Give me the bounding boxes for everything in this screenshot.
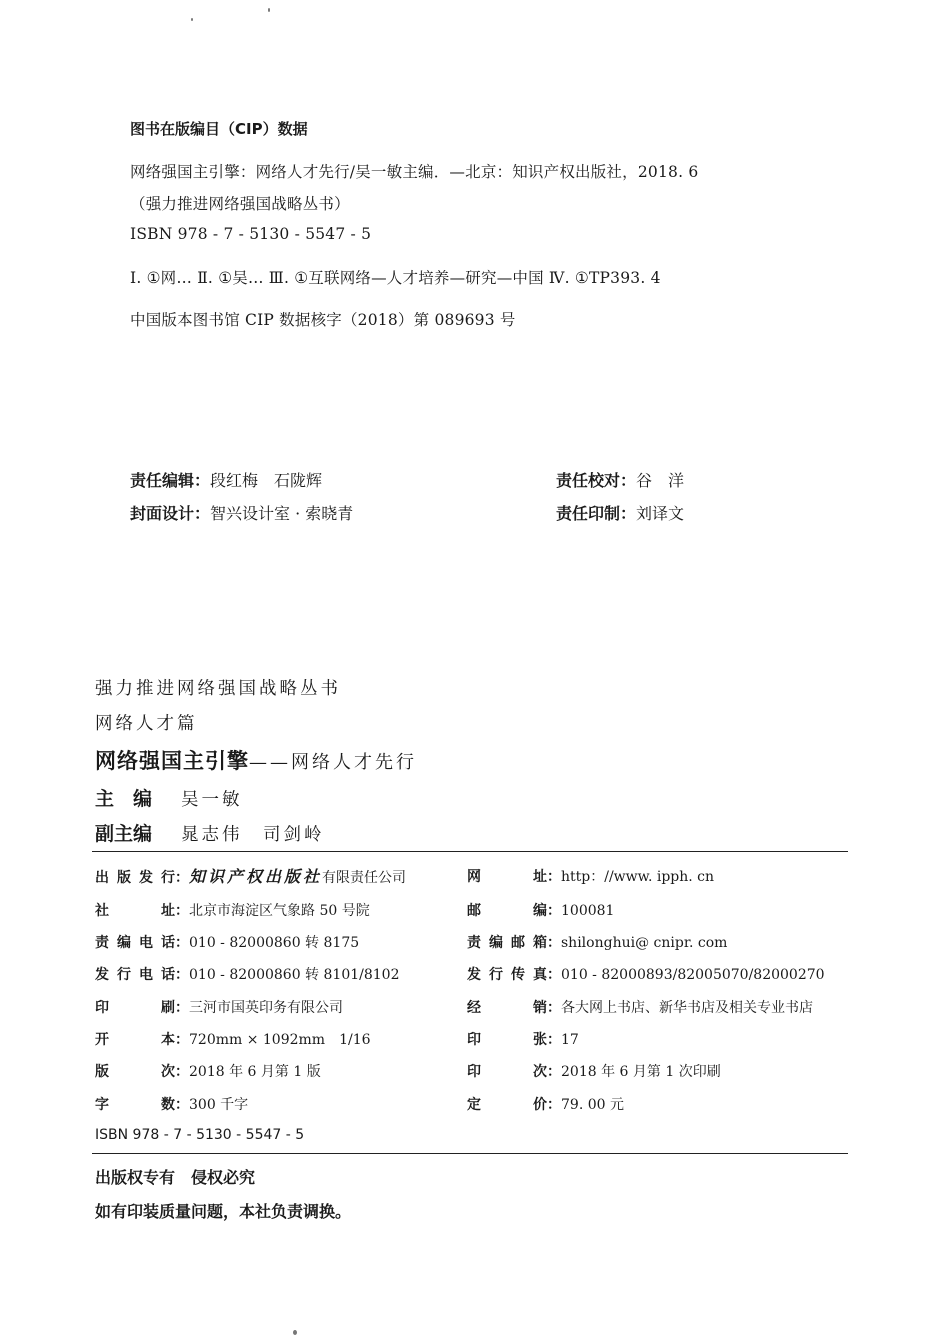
divider-bottom	[92, 1153, 848, 1154]
staff-editor-label: 责任编辑：	[130, 471, 211, 490]
cip-subject-line: Ⅰ. ①网… Ⅱ. ①吴… Ⅲ. ①互联网络—人才培养—研究—中国 Ⅳ. ①TP393. 4	[130, 269, 661, 287]
publisher-logo-text: 知识产权出版社	[189, 867, 323, 886]
deputy-editor-label: 副主编	[95, 823, 153, 845]
info-distributor-value: 各大网上书店、新华书店及相关专业书店	[561, 1000, 813, 1016]
info-printer-value: 三河市国英印务有限公司	[189, 1000, 343, 1016]
info-impression-value: 2018 年 6 月第 1 次印刷	[561, 1064, 721, 1080]
info-price-label: 定 价	[467, 1097, 547, 1113]
info-words-value: 300 千字	[189, 1097, 249, 1113]
info-publisher: 出版发行：知识产权出版社有限责任公司	[95, 867, 407, 886]
info-sales-fax-value: 010 - 82000893/82005070/82000270	[561, 967, 825, 983]
book-title-sub: ——网络人才先行	[249, 752, 417, 773]
deputy-editor	[95, 819, 325, 846]
staff-proofreader	[556, 468, 684, 491]
staff-editor	[130, 468, 322, 491]
deputy-editor-value: 晁志伟 司剑岭	[181, 825, 325, 845]
staff-printing-label: 责任印制：	[556, 504, 637, 523]
info-sheets: 印 张：17	[467, 1029, 579, 1049]
info-edition-label: 版 次	[95, 1064, 175, 1080]
staff-editor-value: 段红梅 石陇辉	[210, 471, 323, 490]
info-format-value: 720mm × 1092mm 1/16	[189, 1032, 371, 1048]
info-words: 字 数：300 千字	[95, 1094, 248, 1114]
info-publisher-label: 出版发行	[95, 870, 175, 886]
scan-speck	[268, 8, 270, 12]
info-sheets-value: 17	[561, 1032, 579, 1048]
info-words-label: 字 数	[95, 1097, 175, 1113]
info-website-value: http：//www. ipph. cn	[561, 869, 715, 885]
book-title	[95, 745, 417, 775]
info-editor-email: 责编邮箱：shilonghui@ cnipr. com	[467, 932, 727, 952]
info-website: 网 址：http：//www. ipph. cn	[467, 866, 714, 886]
chief-editor	[95, 784, 243, 811]
quality-notice: 如有印装质量问题，本社负责调换。	[95, 1202, 352, 1221]
staff-cover	[130, 501, 353, 524]
info-editor-email-label: 责编邮箱	[467, 935, 547, 951]
info-address: 社 址：北京市海淀区气象路 50 号院	[95, 900, 370, 920]
staff-printing-value: 刘译文	[636, 504, 685, 523]
info-distributor: 经 销：各大网上书店、新华书店及相关专业书店	[467, 997, 813, 1017]
info-publisher-suffix: 有限责任公司	[322, 870, 407, 886]
info-impression: 印 次：2018 年 6 月第 1 次印刷	[467, 1061, 721, 1081]
info-edition: 版 次：2018 年 6 月第 1 版	[95, 1061, 321, 1081]
info-sales-phone-label: 发行电话	[95, 967, 175, 983]
info-sheets-label: 印 张	[467, 1032, 547, 1048]
info-price-value: 79. 00 元	[561, 1097, 624, 1113]
volume-name: 网络人才篇	[95, 714, 198, 734]
chief-editor-value: 吴一敏	[181, 790, 243, 810]
cip-heading: 图书在版编目（CIP）数据	[130, 120, 308, 138]
chief-editor-label: 主 编	[95, 788, 153, 810]
staff-cover-label: 封面设计：	[130, 504, 211, 523]
info-printer-label: 印 刷	[95, 1000, 175, 1016]
scan-speck	[191, 18, 193, 21]
info-sales-fax: 发行传真：010 - 82000893/82005070/82000270	[467, 964, 825, 984]
info-editor-email-value: shilonghui@ cnipr. com	[561, 935, 728, 951]
info-format-label: 开 本	[95, 1032, 175, 1048]
scan-speck	[293, 1330, 297, 1335]
info-postcode-value: 100081	[561, 903, 615, 919]
info-printer: 印 刷：三河市国英印务有限公司	[95, 997, 343, 1017]
info-isbn: ISBN 978 - 7 - 5130 - 5547 - 5	[95, 1127, 305, 1143]
staff-cover-value: 智兴设计室 · 索晓青	[210, 504, 354, 523]
info-editor-phone-value: 010 - 82000860 转 8175	[189, 935, 360, 951]
cip-record-line: 中国版本图书馆 CIP 数据核字（2018）第 089693 号	[130, 311, 516, 329]
staff-proofreader-value: 谷 洋	[636, 471, 685, 490]
info-price: 定 价：79. 00 元	[467, 1094, 624, 1114]
info-sales-phone-value: 010 - 82000860 转 8101/8102	[189, 967, 400, 983]
cip-catalog-line: 网络强国主引擎：网络人才先行/吴一敏主编．—北京：知识产权出版社，2018. 6	[130, 163, 699, 181]
series-name: 强力推进网络强国战略丛书	[95, 679, 341, 699]
info-postcode: 邮 编：100081	[467, 900, 614, 920]
info-website-label: 网 址	[467, 869, 547, 885]
info-editor-phone: 责编电话：010 - 82000860 转 8175	[95, 932, 359, 952]
info-impression-label: 印 次	[467, 1064, 547, 1080]
info-edition-value: 2018 年 6 月第 1 版	[189, 1064, 321, 1080]
info-address-label: 社 址	[95, 903, 175, 919]
info-distributor-label: 经 销	[467, 1000, 547, 1016]
staff-proofreader-label: 责任校对：	[556, 471, 637, 490]
divider-top	[92, 851, 848, 852]
copyright-notice: 出版权专有 侵权必究	[95, 1168, 256, 1187]
info-postcode-label: 邮 编	[467, 903, 547, 919]
info-sales-fax-label: 发行传真	[467, 967, 547, 983]
cip-isbn-line: ISBN 978 - 7 - 5130 - 5547 - 5	[130, 225, 372, 243]
info-sales-phone: 发行电话：010 - 82000860 转 8101/8102	[95, 964, 400, 984]
info-editor-phone-label: 责编电话	[95, 935, 175, 951]
info-address-value: 北京市海淀区气象路 50 号院	[189, 903, 370, 919]
staff-printing	[556, 501, 684, 524]
cip-series-line: （强力推进网络强国战略丛书）	[130, 195, 350, 213]
info-format: 开 本：720mm × 1092mm 1/16	[95, 1029, 371, 1049]
book-title-main: 网络强国主引擎	[95, 749, 249, 773]
